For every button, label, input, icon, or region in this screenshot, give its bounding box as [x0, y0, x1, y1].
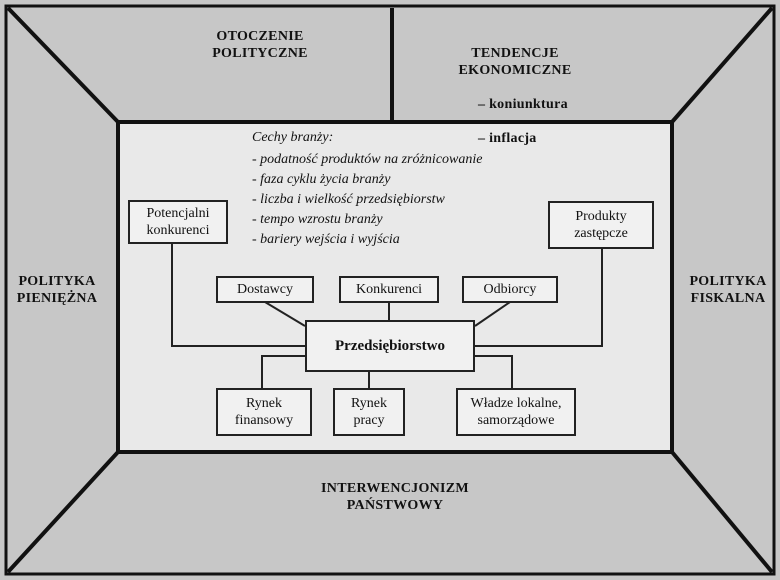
box-enterprise: Przedsiębiorstwo — [305, 320, 475, 372]
box-competitors: Konkurenci — [339, 276, 439, 303]
industry-feature-item: - faza cyklu życia branży — [252, 172, 391, 187]
box-local-authorities: Władze lokalne, samorządowe — [456, 388, 576, 436]
industry-feature-item: - tempo wzrostu branży — [252, 212, 383, 227]
label-fiscal-policy: POLITYKA FISKALNA — [689, 274, 767, 306]
box-buyers: Odbiorcy — [462, 276, 558, 303]
industry-feature-item: - liczba i wielkość przedsiębiorstw — [252, 192, 445, 207]
industry-feature-item: - podatność produktów na zróżnicowanie — [252, 152, 483, 167]
box-financial-market: Rynek finansowy — [216, 388, 312, 436]
economic-trends-item-1: – koniunktura — [478, 97, 568, 112]
industry-features — [252, 128, 552, 250]
industry-features-title: Cechy branży: — [252, 130, 334, 145]
box-potential-competitors: Potencjalni konkurenci — [128, 200, 228, 244]
box-substitutes: Produkty zastępcze — [548, 201, 654, 249]
box-suppliers: Dostawcy — [216, 276, 314, 303]
economic-trends-title: TENDENCJE EKONOMICZNE — [458, 46, 572, 78]
economic-trends-item-2: – inflacja — [478, 131, 537, 146]
label-state-interventionism: INTERWENCJONIZM PAŃSTWOWY — [321, 481, 469, 513]
box-labor-market: Rynek pracy — [333, 388, 405, 436]
industry-feature-item: - bariery wejścia i wyjścia — [252, 232, 400, 247]
label-monetary-policy: POLITYKA PIENIĘŻNA — [16, 274, 98, 306]
label-political-environment: OTOCZENIE POLITYCZNE — [212, 29, 308, 61]
